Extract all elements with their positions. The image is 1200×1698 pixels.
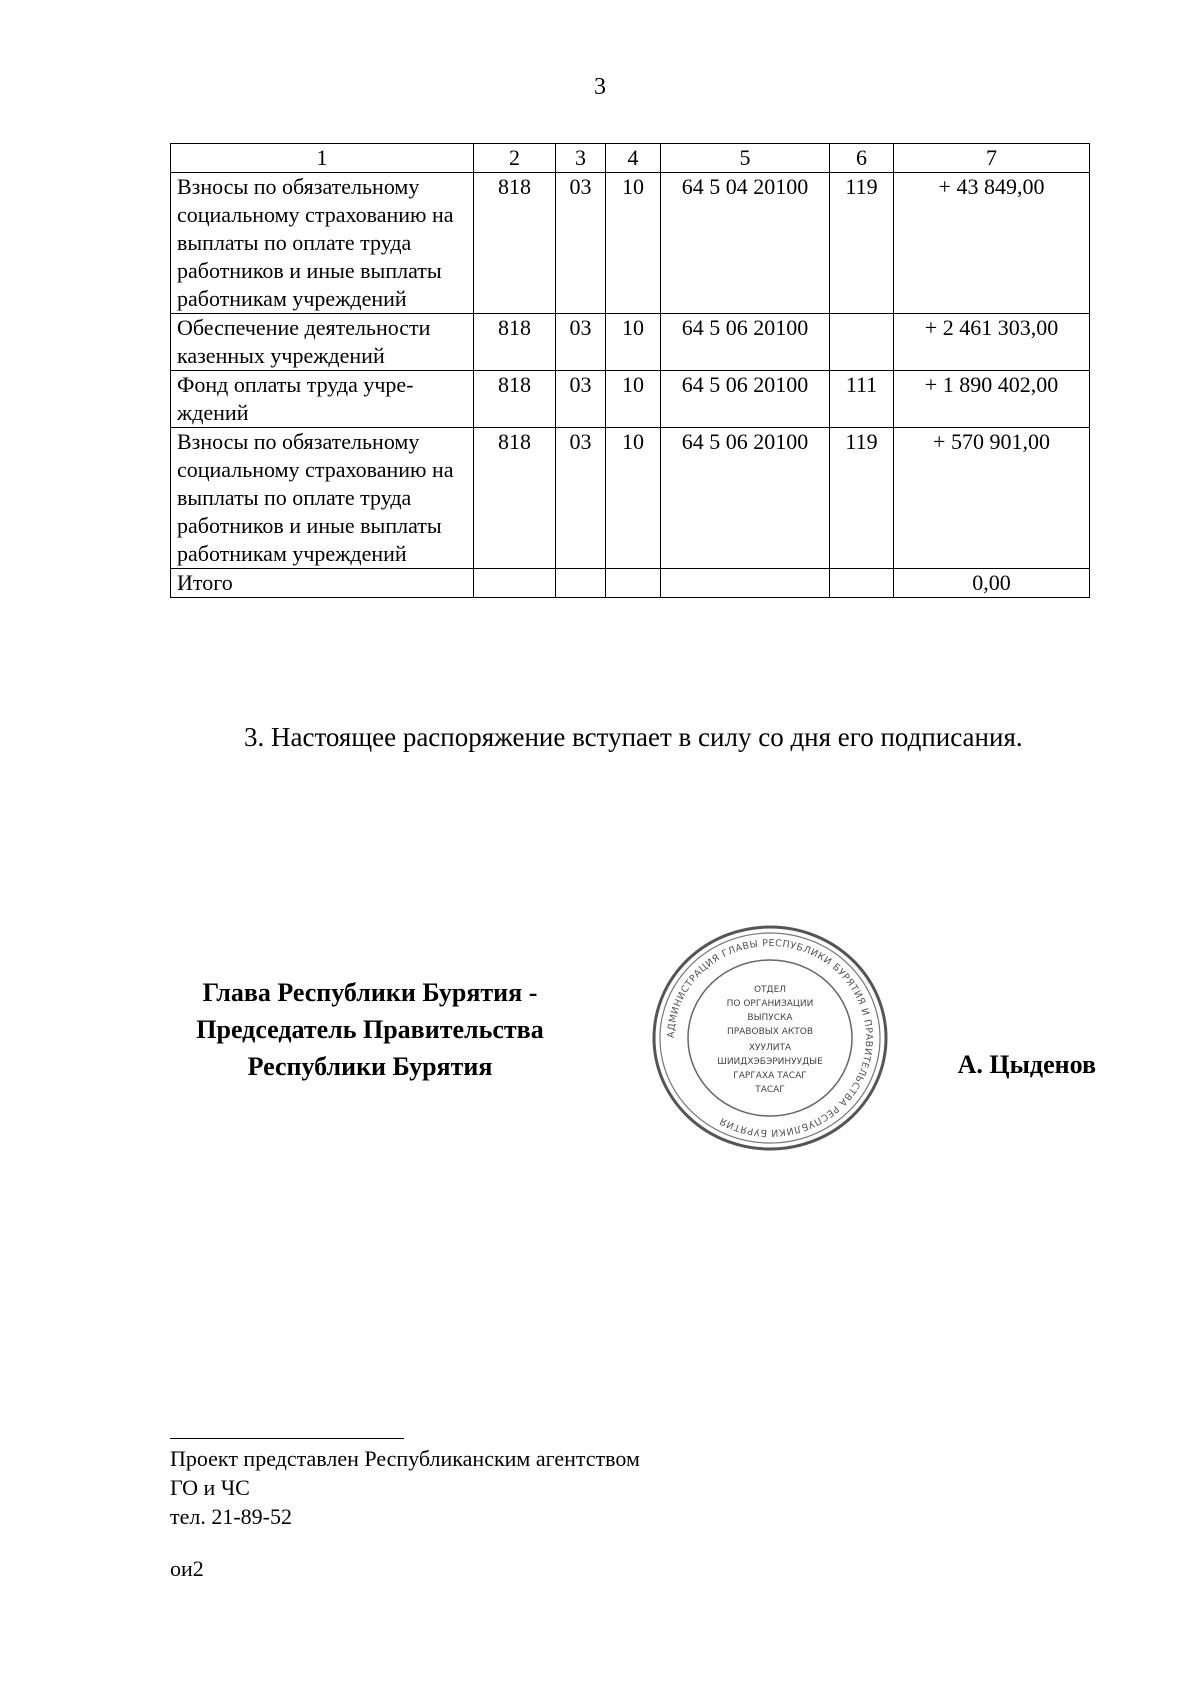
table-header-row xyxy=(171,144,1090,173)
signatory-title xyxy=(160,974,580,1085)
cell-section: 03 xyxy=(556,173,606,314)
footnote-line: тел. 21-89-52 xyxy=(170,1504,293,1529)
cell-section: 03 xyxy=(556,314,606,371)
budget-changes-table xyxy=(170,143,1090,598)
table-row xyxy=(171,428,1090,569)
cell-amount: + 1 890 402,00 xyxy=(894,371,1090,428)
table-row xyxy=(171,173,1090,314)
official-seal xyxy=(650,924,890,1152)
cell-ministry: 818 xyxy=(474,314,556,371)
cell-amount: 0,00 xyxy=(894,569,1090,598)
cell-subsection: 10 xyxy=(606,371,661,428)
cell-target-article: 64 5 06 20100 xyxy=(661,371,830,428)
cell-ministry: 818 xyxy=(474,428,556,569)
cell-target-article: 64 5 04 20100 xyxy=(661,173,830,314)
seal-line: ШИИДХЭБЭРИНУУДЫЕ xyxy=(717,1057,823,1067)
cell-expense-type xyxy=(830,314,894,371)
column-header: 4 xyxy=(606,144,661,173)
row-name: Обеспечение деятельности казенных учреждений xyxy=(171,314,474,371)
table-row xyxy=(171,314,1090,371)
column-header: 6 xyxy=(830,144,894,173)
column-header: 3 xyxy=(556,144,606,173)
cell-subsection: 10 xyxy=(606,314,661,371)
total-row xyxy=(171,569,1090,598)
table-row xyxy=(171,371,1090,428)
cell-subsection xyxy=(606,569,661,598)
cell-expense-type xyxy=(830,569,894,598)
cell-target-article: 64 5 06 20100 xyxy=(661,428,830,569)
seal-line: ПО ОРГАНИЗАЦИИ xyxy=(726,999,814,1009)
column-header: 5 xyxy=(661,144,830,173)
signatory-title-line: Республики Бурятия xyxy=(247,1052,493,1081)
seal-line: ОТДЕЛ xyxy=(753,985,787,995)
row-name: Фонд оплаты труда учре-ждений xyxy=(171,371,474,428)
page-number: 3 xyxy=(594,74,606,100)
cell-ministry xyxy=(474,569,556,598)
row-name: Взносы по обязательному социальному страхованию на выплаты по оплате труда работников и иные выплаты работникам учреждений xyxy=(171,173,474,314)
column-header: 7 xyxy=(894,144,1090,173)
seal-outer-text: АДМИНИСТРАЦИЯ ГЛАВЫ РЕСПУБЛИКИ БУРЯТИЯ И ПРАВИТЕЛЬСТВА РЕСПУБЛИКИ БУРЯТИЯ xyxy=(665,937,875,1139)
cell-ministry: 818 xyxy=(474,371,556,428)
cell-section xyxy=(556,569,606,598)
signatory-title-line: Глава Республики Бурятия - xyxy=(202,978,538,1007)
cell-expense-type: 119 xyxy=(830,173,894,314)
clause-effective-date: 3. Настоящее распоряжение вступает в силу со дня его подписания. xyxy=(244,722,1023,752)
cell-section: 03 xyxy=(556,371,606,428)
cell-target-article: 64 5 06 20100 xyxy=(661,314,830,371)
footnote-divider xyxy=(170,1438,404,1439)
column-header: 1 xyxy=(171,144,474,173)
row-name: Взносы по обязательному социальному страхованию на выплаты по оплате труда работников и иные выплаты работникам учреждений xyxy=(171,428,474,569)
seal-line: ВЫПУСКА xyxy=(747,1013,793,1023)
seal-line: ПРАВОВЫХ АКТОВ xyxy=(726,1027,814,1037)
cell-section: 03 xyxy=(556,428,606,569)
seal-line: ГАРГАХА ТАСАГ xyxy=(733,1071,807,1081)
cell-ministry: 818 xyxy=(474,173,556,314)
column-header: 2 xyxy=(474,144,556,173)
cell-expense-type: 111 xyxy=(830,371,894,428)
seal-line: ХУУЛИТА xyxy=(748,1043,792,1053)
footnote xyxy=(170,1444,640,1531)
footnote-line: ГО и ЧС xyxy=(170,1475,250,1500)
cell-target-article xyxy=(661,569,830,598)
signatory-name: А. Цыденов xyxy=(957,1050,1096,1079)
svg-text:АДМИНИСТРАЦИЯ ГЛАВЫ РЕСПУБЛИКИ xyxy=(666,938,874,1138)
cell-subsection: 10 xyxy=(606,428,661,569)
seal-line: ТАСАГ xyxy=(755,1085,785,1095)
cell-amount: + 43 849,00 xyxy=(894,173,1090,314)
cell-expense-type: 119 xyxy=(830,428,894,569)
document-code: ои2 xyxy=(170,1556,204,1581)
cell-amount: + 2 461 303,00 xyxy=(894,314,1090,371)
row-name: Итого xyxy=(171,569,474,598)
signatory-title-line: Председатель Правительства xyxy=(196,1015,544,1044)
footnote-line: Проект представлен Республиканским агентством xyxy=(170,1446,640,1471)
cell-amount: + 570 901,00 xyxy=(894,428,1090,569)
cell-subsection: 10 xyxy=(606,173,661,314)
